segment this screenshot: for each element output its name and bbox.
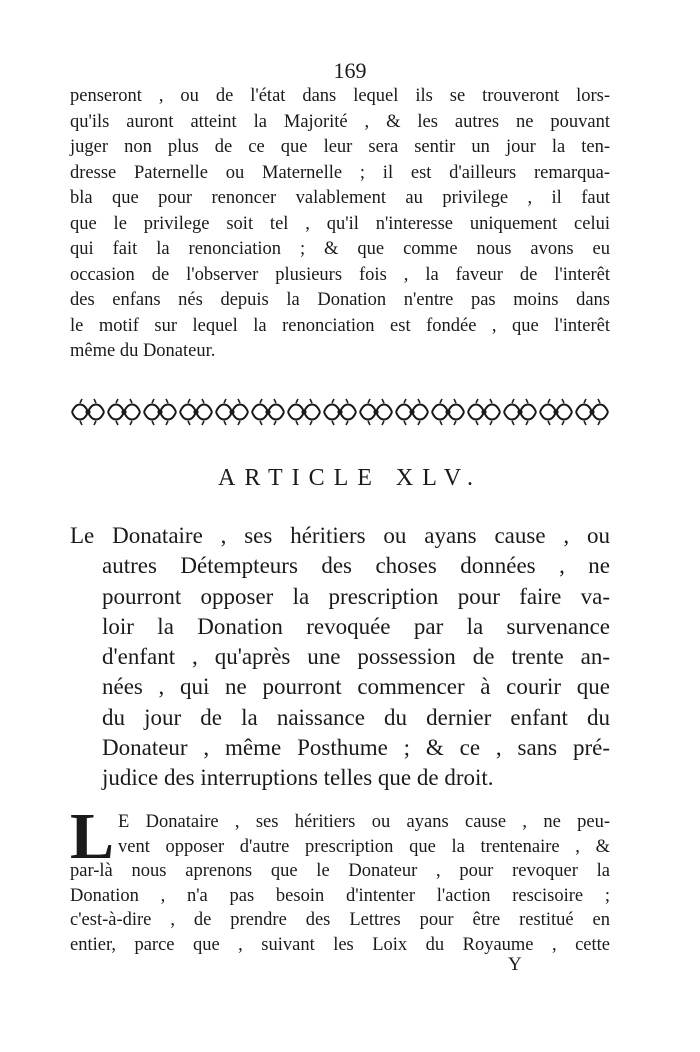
text-line: juger non plus de ce que leur sera sentir un jour la ten-: [70, 137, 610, 157]
text-line: des enfans nés depuis la Donation n'entre pas moins dans: [70, 290, 610, 310]
text-line: pourront opposer la prescription pour faire va-: [102, 583, 610, 609]
text-line: du jour de la naissance du dernier enfant du: [102, 704, 610, 730]
text-line: Donation , n'a pas besoin d'intenter l'action rescisoire ;: [70, 885, 610, 906]
text-line: qui fait la renonciation ; & que comme nous avons eu: [70, 239, 610, 259]
text-line: c'est-à-dire , de prendre des Lettres pour être restitué en: [70, 910, 610, 930]
page-number: 169: [333, 58, 367, 83]
text-line: judice des interruptions telles que de droit.: [102, 765, 494, 791]
text-line: que le privilege soit tel , qu'il n'interesse uniquement celui: [70, 213, 610, 234]
previous-paragraph: [70, 84, 610, 365]
text-line: loir la Donation revoquée par la survenance: [102, 613, 610, 639]
catchword: Y: [508, 954, 522, 975]
text-line: nées , qui ne pourront commencer à courir que: [102, 674, 610, 700]
article-text: [70, 521, 610, 794]
text-line: entier, parce que , suivant les Loix du Royaume , cette: [70, 934, 610, 955]
article-heading: ARTICLE XLV.: [218, 465, 482, 491]
text-line: qu'ils auront atteint la Majorité , & les autres ne pouvant: [70, 111, 610, 132]
text-line: E Donataire , ses héritiers ou ayans cause , ne peu-: [118, 812, 610, 832]
text-line: d'enfant , qu'après une possession de trente an-: [102, 644, 610, 670]
text-line: dresse Paternelle ou Maternelle ; il est d'ailleurs remarqua-: [70, 162, 610, 183]
text-line: par-là nous aprenons que le Donateur , pour revoquer la: [70, 861, 610, 881]
text-line: penseront , ou de l'état dans lequel ils se trouveront lors-: [70, 86, 610, 106]
text-line: occasion de l'observer plusieurs fois , la faveur de l'interêt: [70, 264, 610, 285]
text-line: Donateur , même Posthume ; & ce , sans pré-: [102, 735, 610, 761]
text-line: le motif sur lequel la renonciation est fondée , que l'interêt: [70, 315, 610, 336]
commentary: [70, 800, 610, 957]
text-line: Le Donataire , ses héritiers ou ayans cause , ou: [70, 523, 610, 548]
text-line: même du Donateur.: [70, 341, 216, 361]
text-line: autres Détempteurs des choses données , ne: [102, 553, 610, 579]
drop-cap: L: [70, 800, 115, 873]
text-line: bla que pour renoncer valablement au privilege , il faut: [70, 188, 610, 208]
text-line: vent opposer d'autre prescription que la trentenaire , &: [118, 836, 610, 857]
ornamental-divider: [70, 394, 610, 430]
